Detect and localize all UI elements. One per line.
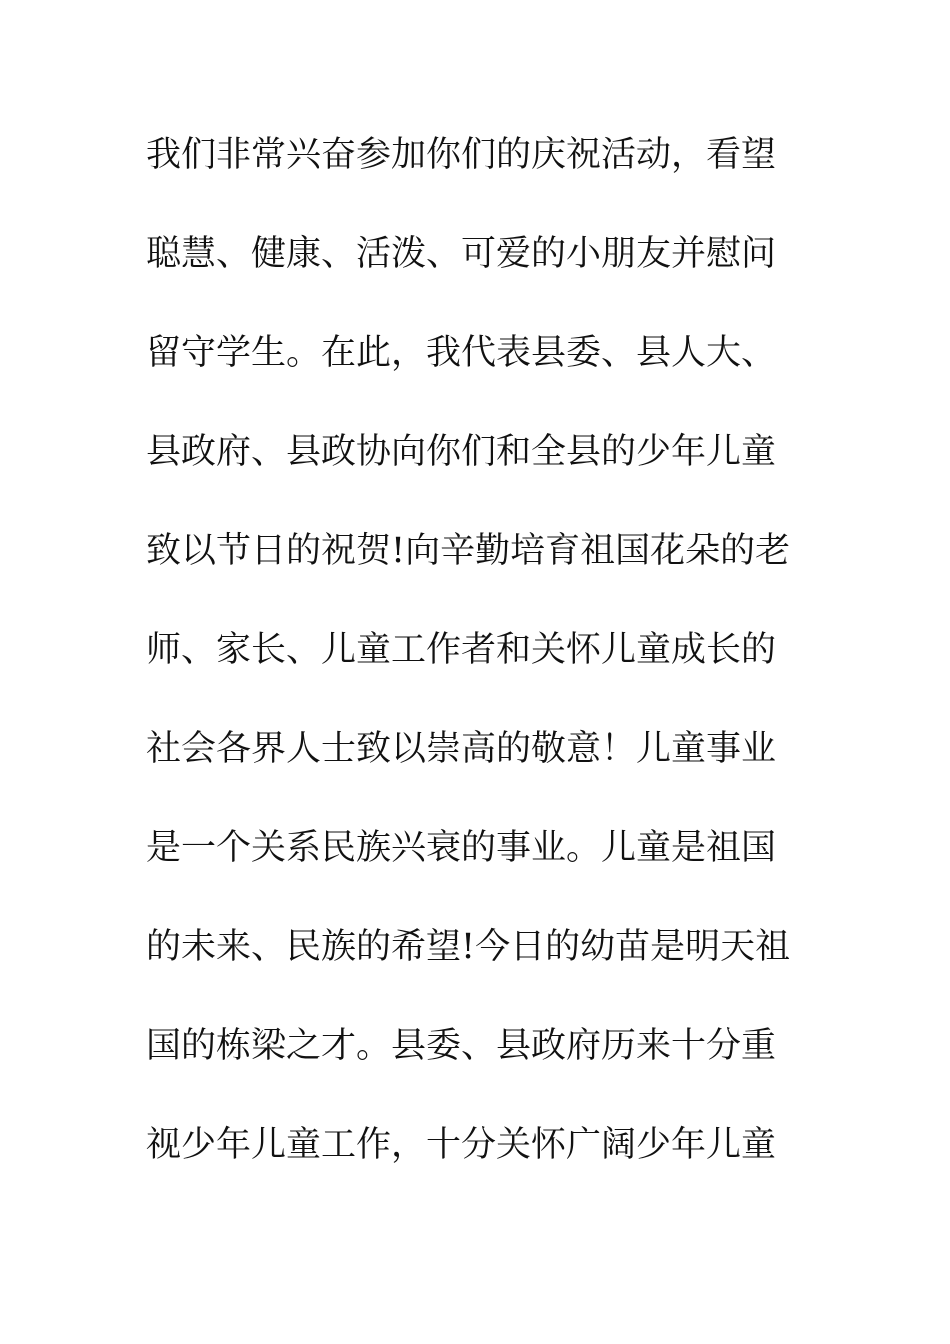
- text-line: 师、家长、儿童工作者和关怀儿童成长的: [146, 630, 777, 670]
- text-line: 县政府、县政协向你们和全县的少年儿童: [146, 432, 777, 472]
- text-line: 聪慧、健康、活泼、可爱的小朋友并慰问: [146, 234, 777, 274]
- text-line: 致以节日的祝贺!向辛勤培育祖国花朵的老: [146, 531, 791, 571]
- text-line: 留守学生。在此，我代表县委、县人大、: [146, 333, 777, 373]
- body-text: [146, 124, 826, 1213]
- text-line: 视少年儿童工作，十分关怀广阔少年儿童: [146, 1125, 777, 1165]
- text-line: 的未来、民族的希望!今日的幼苗是明天祖: [146, 927, 791, 967]
- text-line: 国的栋梁之才。县委、县政府历来十分重: [146, 1026, 777, 1066]
- text-line: 是一个关系民族兴衰的事业。儿童是祖国: [146, 828, 777, 868]
- text-line: 社会各界人士致以崇高的敬意！儿童事业: [146, 729, 777, 769]
- text-line: 我们非常兴奋参加你们的庆祝活动，看望: [146, 135, 777, 175]
